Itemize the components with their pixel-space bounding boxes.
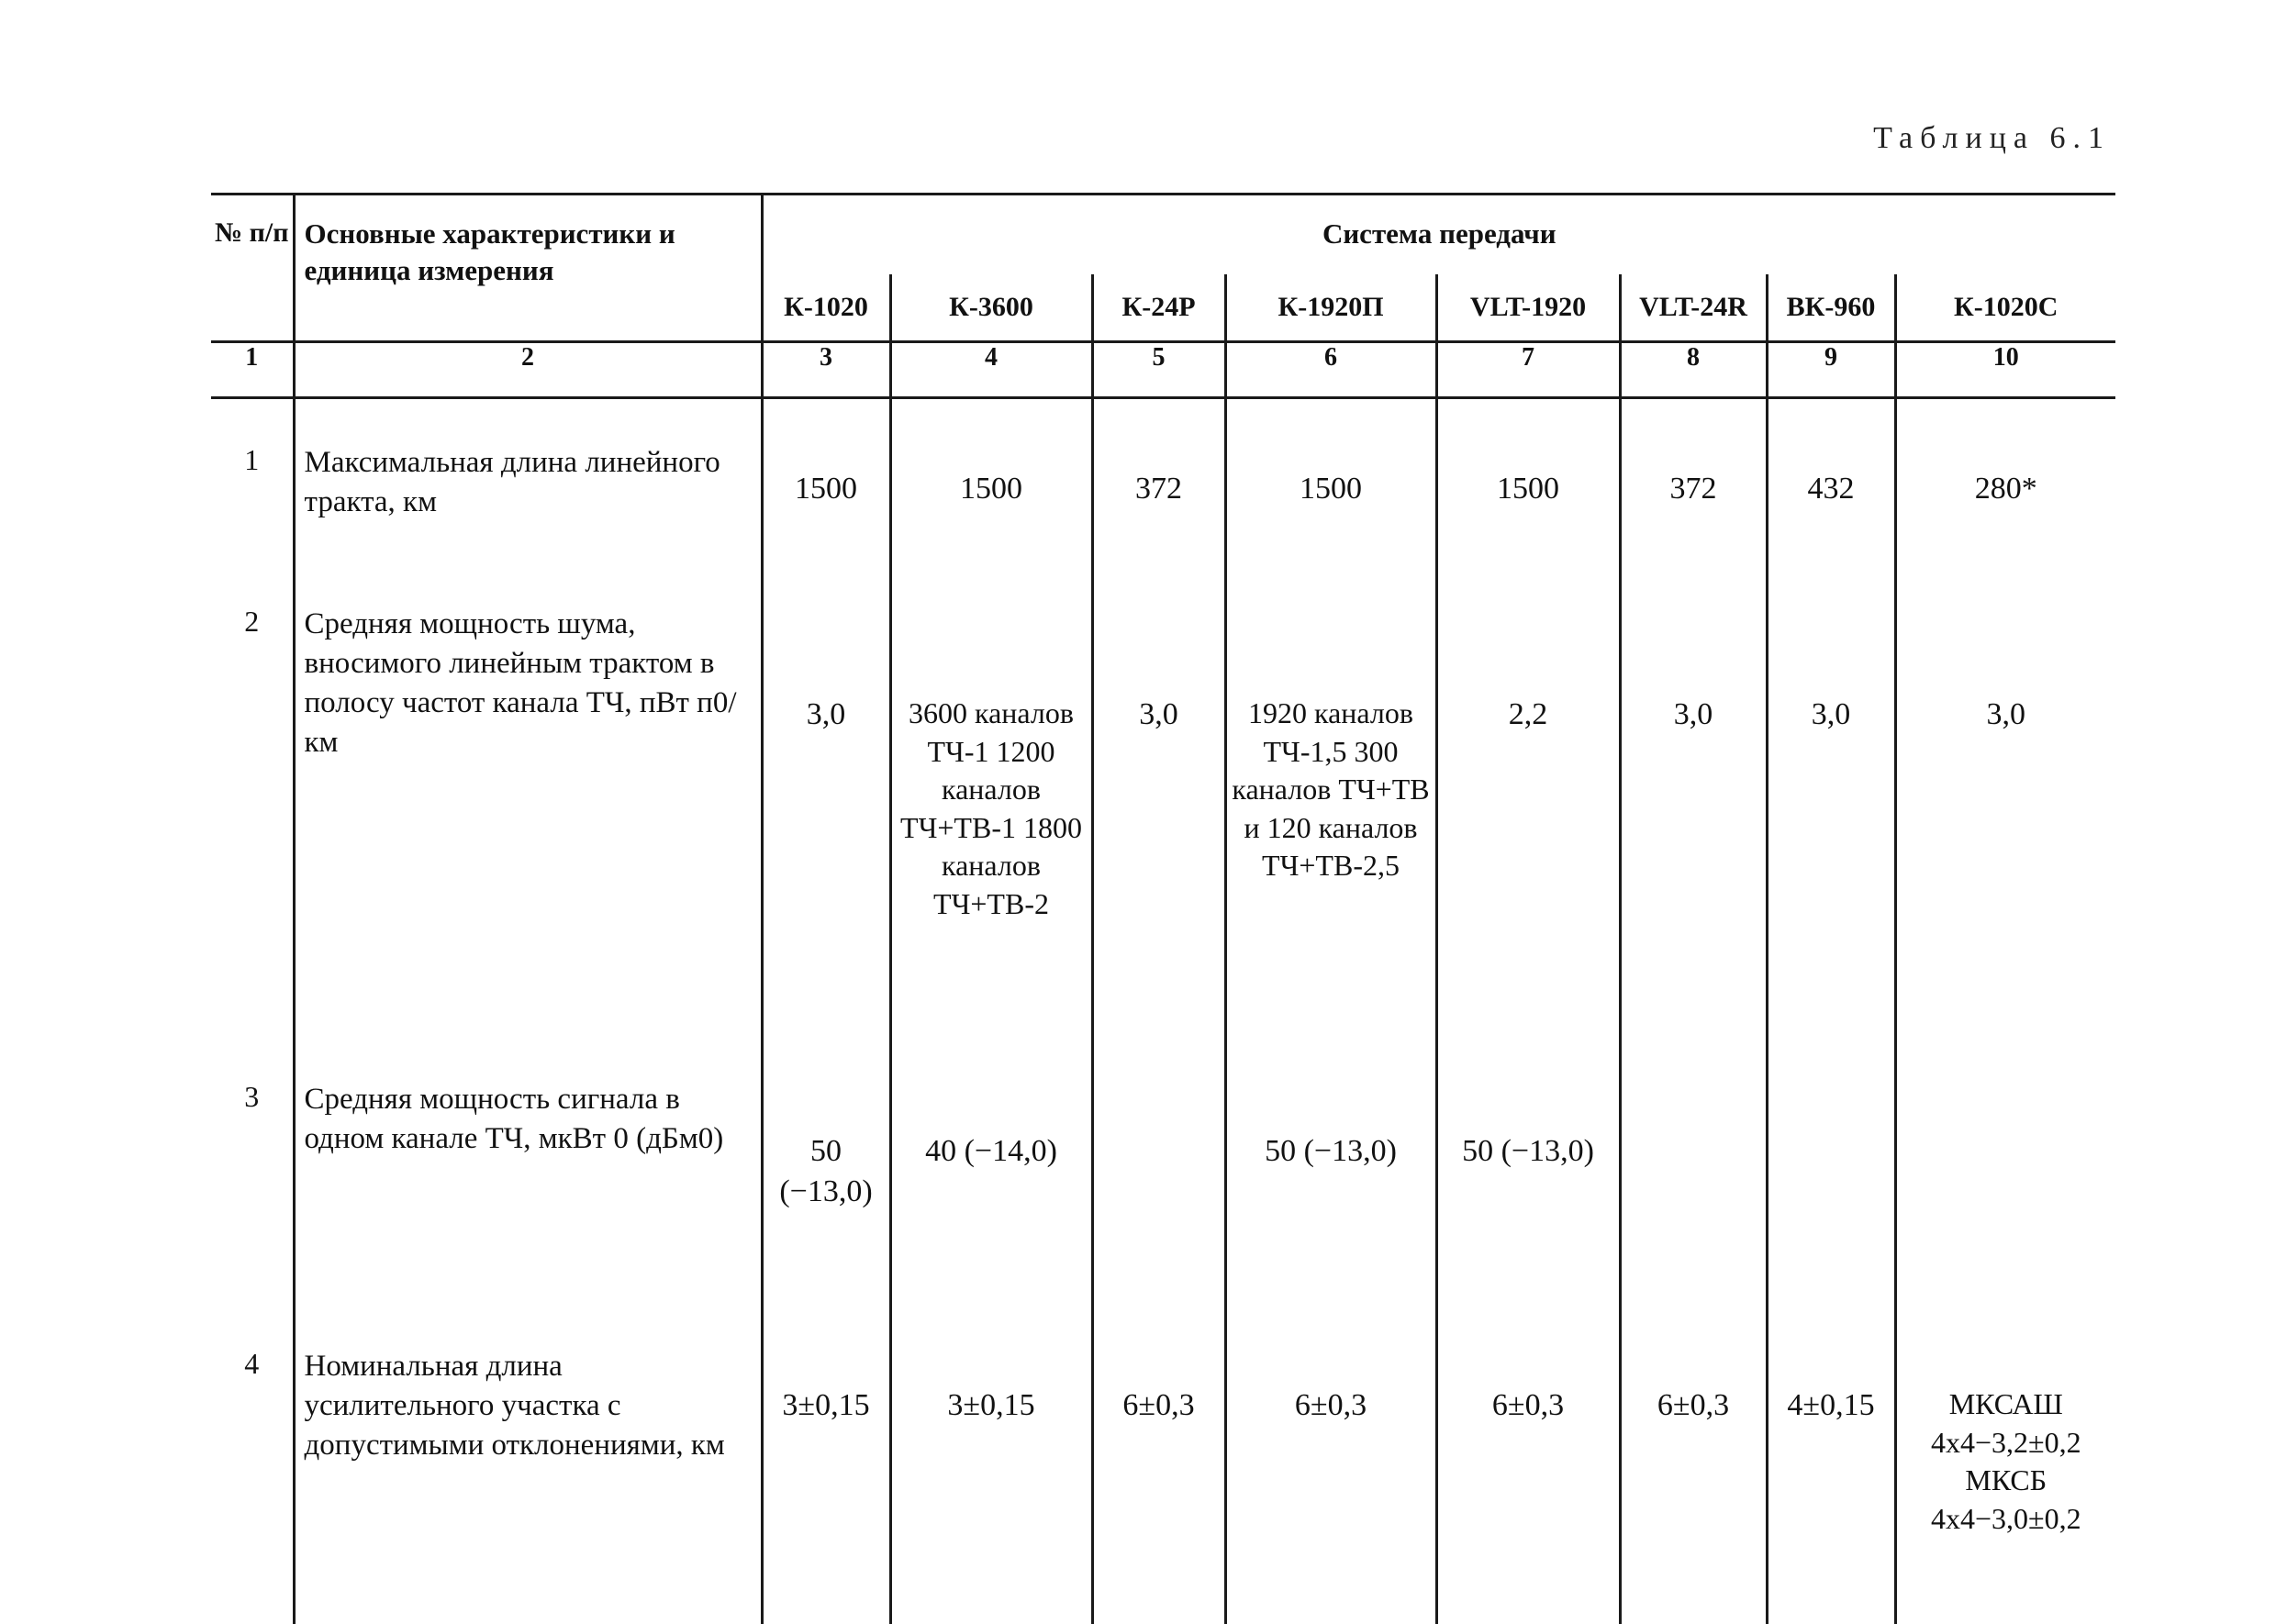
cell-value bbox=[1895, 1052, 2115, 1319]
cell-value bbox=[1092, 1052, 1225, 1319]
table-row bbox=[211, 1319, 2115, 1624]
row-label: Номинальная длина усилительного участка с допустимыми отклонениями, км bbox=[294, 1319, 762, 1624]
table-caption: Таблица 6.1 bbox=[1873, 121, 2111, 155]
colnum: 7 bbox=[1436, 342, 1620, 398]
header-num: № п/п bbox=[211, 195, 294, 342]
row-num: 2 bbox=[244, 605, 260, 638]
cell-value: 50 (−13,0) bbox=[762, 1052, 890, 1319]
header-col-vlt1920: VLT-1920 bbox=[1436, 274, 1620, 342]
cell-value: 1500 bbox=[762, 398, 890, 578]
header-col-k24r: К-24Р bbox=[1092, 274, 1225, 342]
cell-value: 3600 каналов ТЧ-1 1200 каналов ТЧ+ТВ-1 1800 каналов ТЧ+ТВ-2 bbox=[890, 577, 1092, 1052]
row-label: Средняя мощность сигнала в одном канале ТЧ, мкВт 0 (дБм0) bbox=[294, 1052, 762, 1319]
row-label: Максимальная длина линейного тракта, км bbox=[294, 398, 762, 578]
row-num: 4 bbox=[244, 1347, 260, 1380]
colnum: 6 bbox=[1225, 342, 1436, 398]
header-col-k1920p: К-1920П bbox=[1225, 274, 1436, 342]
header-characteristics: Основные характеристики и единица измерения bbox=[294, 195, 762, 342]
header-col-k1020c: К-1020С bbox=[1895, 274, 2115, 342]
table-row bbox=[211, 577, 2115, 1052]
header-col-k3600: К-3600 bbox=[890, 274, 1092, 342]
row-num: 3 bbox=[244, 1080, 260, 1113]
colnum: 5 bbox=[1092, 342, 1225, 398]
cell-value: 3,0 bbox=[1895, 577, 2115, 1052]
cell-value: 6±0,3 bbox=[1225, 1319, 1436, 1624]
cell-value: 50 (−13,0) bbox=[1436, 1052, 1620, 1319]
table-row bbox=[211, 398, 2115, 578]
header-col-vlt24r: VLT-24R bbox=[1620, 274, 1767, 342]
header-col-k1020: К-1020 bbox=[762, 274, 890, 342]
cell-value: 3,0 bbox=[1767, 577, 1895, 1052]
cell-value: 432 bbox=[1767, 398, 1895, 578]
colnum: 3 bbox=[762, 342, 890, 398]
header-col-vk960: ВК-960 bbox=[1767, 274, 1895, 342]
cell-value: 1500 bbox=[890, 398, 1092, 578]
column-number-row bbox=[211, 342, 2115, 398]
row-num: 1 bbox=[244, 443, 260, 476]
colnum: 4 bbox=[890, 342, 1092, 398]
cell-value bbox=[1620, 1052, 1767, 1319]
row-label: Средняя мощность шума, вносимого линейным трактом в полосу частот канала ТЧ, пВт п0/км bbox=[294, 577, 762, 1052]
cell-value: 3±0,15 bbox=[762, 1319, 890, 1624]
cell-value: 6±0,3 bbox=[1092, 1319, 1225, 1624]
cell-value: 40 (−14,0) bbox=[890, 1052, 1092, 1319]
cell-value: 1500 bbox=[1225, 398, 1436, 578]
cell-value: 3,0 bbox=[1092, 577, 1225, 1052]
colnum: 2 bbox=[294, 342, 762, 398]
table-row bbox=[211, 1052, 2115, 1319]
cell-value: МКСАШ 4х4−3,2±0,2 МКСБ 4х4−3,0±0,2 bbox=[1895, 1319, 2115, 1624]
cell-value bbox=[1767, 1052, 1895, 1319]
cell-value: 50 (−13,0) bbox=[1225, 1052, 1436, 1319]
colnum: 10 bbox=[1895, 342, 2115, 398]
cell-value: 1500 bbox=[1436, 398, 1620, 578]
cell-value: 4±0,15 bbox=[1767, 1319, 1895, 1624]
characteristics-table bbox=[211, 193, 2115, 1624]
cell-value: 2,2 bbox=[1436, 577, 1620, 1052]
cell-value: 372 bbox=[1092, 398, 1225, 578]
cell-value: 280* bbox=[1895, 398, 2115, 578]
cell-value: 6±0,3 bbox=[1436, 1319, 1620, 1624]
colnum: 9 bbox=[1767, 342, 1895, 398]
cell-value: 3±0,15 bbox=[890, 1319, 1092, 1624]
header-system: Система передачи bbox=[762, 195, 2115, 275]
cell-value: 3,0 bbox=[762, 577, 890, 1052]
colnum: 1 bbox=[211, 342, 294, 398]
cell-value: 1920 каналов ТЧ-1,5 300 каналов ТЧ+ТВ и 120 каналов ТЧ+ТВ-2,5 bbox=[1225, 577, 1436, 1052]
cell-value: 6±0,3 bbox=[1620, 1319, 1767, 1624]
cell-value: 372 bbox=[1620, 398, 1767, 578]
colnum: 8 bbox=[1620, 342, 1767, 398]
cell-value: 3,0 bbox=[1620, 577, 1767, 1052]
